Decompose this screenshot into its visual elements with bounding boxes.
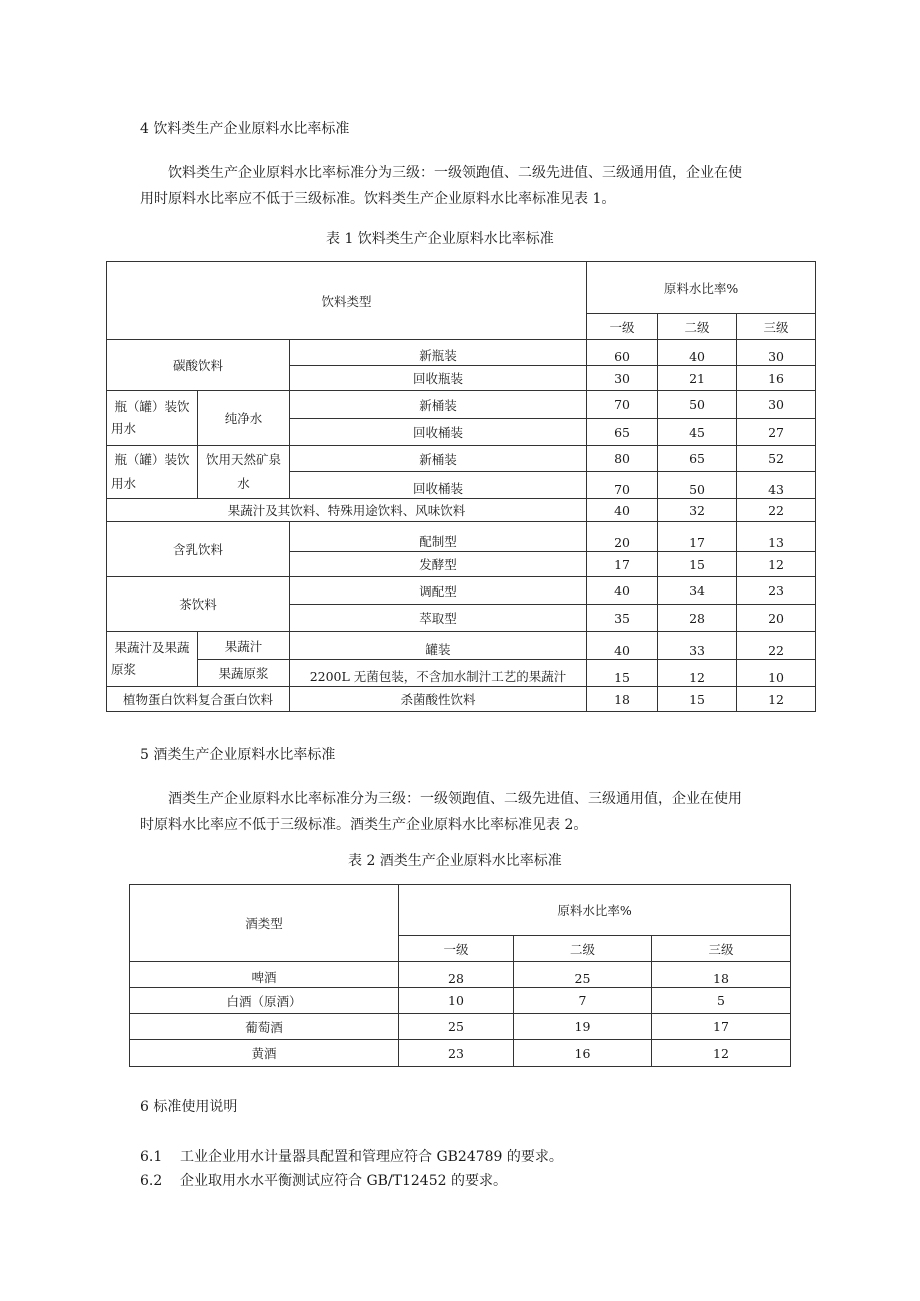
table1-cell: 40: [658, 340, 737, 366]
table1-pack-new-bottle: 新瓶装: [290, 340, 587, 366]
table1-cat-bottled-water: [107, 391, 198, 446]
table1-cell: 18: [587, 687, 658, 712]
table1-cell: 27: [737, 419, 816, 446]
table2-row-name: 黄酒: [130, 1040, 399, 1067]
table2-cell: 16: [514, 1040, 652, 1067]
table1-pack-recycled-barrel: 回收桶装: [290, 419, 587, 446]
table1-header-type: 饮料类型: [107, 262, 587, 340]
table1-cell: 40: [587, 499, 658, 522]
table1-sub-mineral-water-line2: 水: [237, 476, 250, 491]
table1-cell: 30: [737, 340, 816, 366]
table2-row-name: 葡萄酒: [130, 1014, 399, 1040]
table1-cell: 40: [587, 632, 658, 660]
section4-para-line2: 用时原料水比率应不低于三级标准。饮料类生产企业原料水比率标准见表 1。: [140, 191, 616, 207]
table2-cell: 25: [514, 962, 652, 988]
table2-header-type: 酒类型: [130, 885, 399, 962]
table2-row-name: 啤酒: [130, 962, 399, 988]
table1-pack-new-barrel-2: 新桶装: [290, 446, 587, 472]
table2-header-grade3: 三级: [652, 936, 791, 962]
table1-cell: 45: [658, 419, 737, 446]
table1-sub-juice: 果蔬汁: [198, 632, 290, 660]
table1-sub-mineral-water-line1: 饮用天然矿泉: [205, 452, 281, 467]
table2-cell: 12: [652, 1040, 791, 1067]
section6-item-2: [140, 1170, 507, 1190]
table1-cell: 65: [587, 419, 658, 446]
table1-sub-pure-water: 纯净水: [198, 391, 290, 446]
table1-cat-tea: 茶饮料: [107, 577, 290, 632]
table2-row-name: 白酒（原酒）: [130, 988, 399, 1014]
table1-cell: 16: [737, 366, 816, 391]
table1-cell: 28: [658, 605, 737, 632]
table1-cat-bottled-water-2: [107, 446, 198, 499]
table1-cat-carbonated: 碳酸饮料: [107, 340, 290, 391]
table1-pack-recycled-bottle: 回收瓶装: [290, 366, 587, 391]
table1-header-grade3: 三级: [737, 314, 816, 340]
section5-para-line1: 酒类生产企业原料水比率标准分为三级：一级领跑值、二级先进值、三级通用值，企业在使用: [168, 791, 742, 807]
table1-cell: 17: [587, 552, 658, 577]
table1-sub-sterilized-acid: 杀菌酸性饮料: [290, 687, 587, 712]
section4-paragraph: [140, 160, 800, 212]
table1-sub-fermented: 发酵型: [290, 552, 587, 577]
table1-cell: 50: [658, 472, 737, 499]
table2-cell: 7: [514, 988, 652, 1014]
section6-item-number: 6.1: [140, 1149, 163, 1165]
table1-cell: 70: [587, 391, 658, 419]
table1-cat-juice-pulp-line1: 果蔬汁及果蔬: [114, 640, 190, 655]
table1-cell: 80: [587, 446, 658, 472]
table1-cell: 34: [658, 577, 737, 605]
section5-heading: 5 酒类生产企业原料水比率标准: [140, 747, 336, 763]
table1-cell: 23: [737, 577, 816, 605]
table1-cat-protein: 植物蛋白饮料复合蛋白饮料: [107, 687, 290, 712]
table2-cell: 18: [652, 962, 791, 988]
table1-cat-milk: 含乳饮料: [107, 522, 290, 577]
table2-cell: 25: [399, 1014, 514, 1040]
table1-cat-juice-special: 果蔬汁及其饮料、特殊用途饮料、风味饮料: [107, 499, 587, 522]
section4-para-line1: 饮料类生产企业原料水比率标准分为三级：一级领跑值、二级先进值、三级通用值，企业在使: [168, 165, 742, 181]
table1-cell: 12: [658, 660, 737, 687]
table1: [106, 261, 816, 712]
table1-header-ratio: 原料水比率%: [587, 262, 816, 314]
table1-cat-bottled-water-2-line2: 用水: [111, 476, 137, 491]
table2-header-grade2: 二级: [514, 936, 652, 962]
table2-cell: 23: [399, 1040, 514, 1067]
section6-item-1: [140, 1146, 563, 1166]
table1-cell: 70: [587, 472, 658, 499]
table1-cell: 22: [737, 499, 816, 522]
table1-cell: 35: [587, 605, 658, 632]
table1-cell: 20: [737, 605, 816, 632]
table1-cell: 10: [737, 660, 816, 687]
table1-pack-canned: 罐装: [290, 632, 587, 660]
table1-pack-pulp-desc: 2200L 无菌包装，不含加水制汁工艺的果蔬汁: [290, 660, 587, 687]
table2-header-ratio: 原料水比率%: [399, 885, 791, 936]
table1-cell: 43: [737, 472, 816, 499]
section6-item-text: 工业企业用水计量器具配置和管理应符合 GB24789 的要求。: [180, 1149, 563, 1165]
table1-cat-juice-pulp: [107, 632, 198, 687]
table1-cell: 32: [658, 499, 737, 522]
table1-cell: 15: [658, 552, 737, 577]
table1-cell: 30: [587, 366, 658, 391]
table1-cat-bottled-water-line1: 瓶（罐）装饮: [114, 399, 190, 414]
table1-cell: 50: [658, 391, 737, 419]
table2-cell: 5: [652, 988, 791, 1014]
table1-header-grade1: 一级: [587, 314, 658, 340]
table1-cell: 17: [658, 522, 737, 552]
section6-heading: 6 标准使用说明: [140, 1099, 238, 1115]
section5-para-line2: 时原料水比率应不低于三级标准。酒类生产企业原料水比率标准见表 2。: [140, 817, 588, 833]
section6-item-number: 6.2: [140, 1173, 163, 1189]
table1-cat-bottled-water-2-line1: 瓶（罐）装饮: [114, 452, 190, 467]
section6-item-text: 企业取用水水平衡测试应符合 GB/T12452 的要求。: [180, 1173, 507, 1189]
table1-sub-tea-blended: 调配型: [290, 577, 587, 605]
table1-cell: 65: [658, 446, 737, 472]
table2-cell: 28: [399, 962, 514, 988]
table1-sub-blended: 配制型: [290, 522, 587, 552]
table1-sub-mineral-water: [198, 446, 290, 499]
section4-heading: 4 饮料类生产企业原料水比率标准: [140, 121, 350, 137]
table1-header-grade2: 二级: [658, 314, 737, 340]
table1-pack-recycled-barrel-2: 回收桶装: [290, 472, 587, 499]
table2-cell: 10: [399, 988, 514, 1014]
table1-cell: 30: [737, 391, 816, 419]
section5-paragraph: [140, 786, 810, 838]
table2-cell: 17: [652, 1014, 791, 1040]
table1-cell: 21: [658, 366, 737, 391]
table1-caption: 表 1 饮料类生产企业原料水比率标准: [326, 231, 554, 247]
table1-cell: 15: [658, 687, 737, 712]
table2: [129, 884, 791, 1067]
table1-cell: 15: [587, 660, 658, 687]
table2-header-grade1: 一级: [399, 936, 514, 962]
table1-cat-juice-pulp-line2: 原浆: [111, 662, 137, 677]
table1-cat-bottled-water-line2: 用水: [111, 421, 137, 436]
table1-cell: 60: [587, 340, 658, 366]
table1-pack-new-barrel: 新桶装: [290, 391, 587, 419]
table1-cell: 20: [587, 522, 658, 552]
table1-cell: 22: [737, 632, 816, 660]
table1-cell: 40: [587, 577, 658, 605]
table2-caption: 表 2 酒类生产企业原料水比率标准: [348, 853, 562, 869]
table1-cell: 33: [658, 632, 737, 660]
table1-cell: 12: [737, 687, 816, 712]
table1-cell: 13: [737, 522, 816, 552]
table1-cell: 12: [737, 552, 816, 577]
table1-cell: 52: [737, 446, 816, 472]
table2-cell: 19: [514, 1014, 652, 1040]
table1-sub-tea-extract: 萃取型: [290, 605, 587, 632]
table1-sub-pulp: 果蔬原浆: [198, 660, 290, 687]
